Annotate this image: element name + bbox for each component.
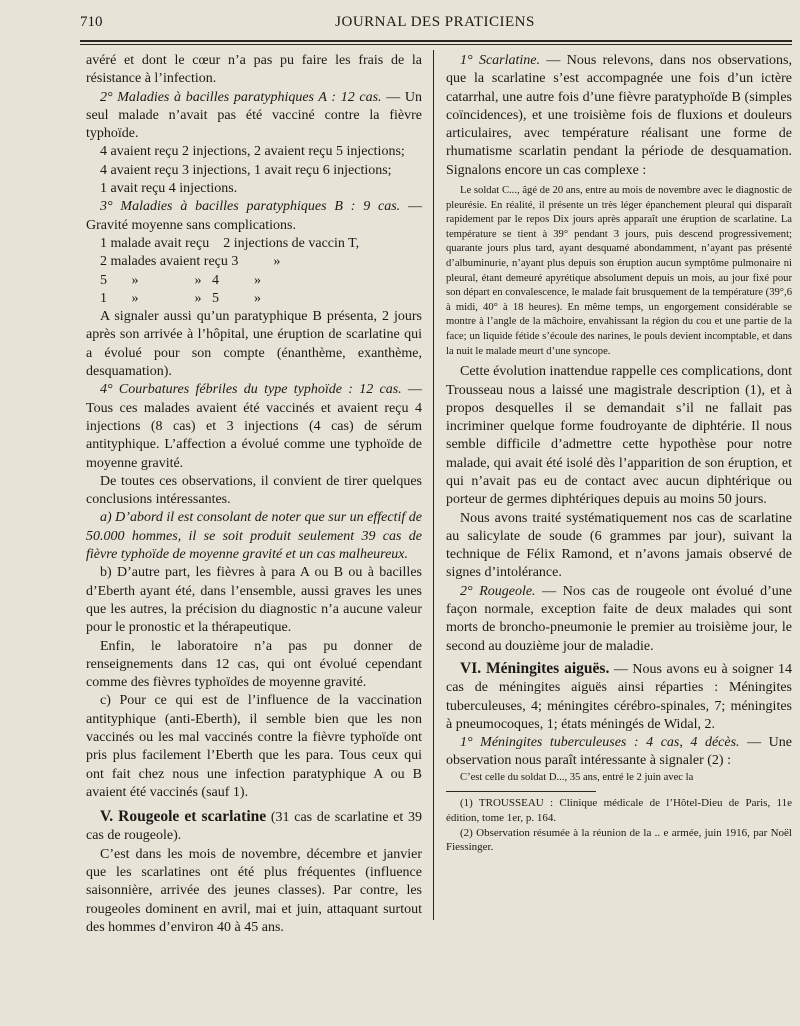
table-row: 1 » » 5 » bbox=[100, 290, 261, 306]
table-row: 5 » » 4 » bbox=[100, 272, 261, 288]
case-report: Le soldat C..., âgé de 20 ans, entre au mois de novembre avec le diagnostic de pleurésie. En réalité, il présente un très léger épanchement pleural qui disparaît rapidement par le repos Dix jours après apparaît une éruption de scarlatine. La température se tient à 39° pendant 3 jours, puis descend progressivement; quarante jours plus tard, ayant desquamé abondamment, n’ayant pas présenté d’albuminurie, n’ayant plus depuis son éruption aucun symptôme pulmonaire ni pleural, étant demeuré apyrétique absolument depuis un mois, au jour fixé pour son départ en convalescence, le malade fait brusquement de la température (39°,6 à midi, 40° à 18 heures). En même temps, un engorgement considérable se montre à l’angle de la mâchoire, envahissant la région du cou et une partie de la face; un liquide fétide s’écoule des narines, le pouls devient incomptable, et dans la nuit le malade meurt d’une syncope. bbox=[446, 185, 792, 357]
section-heading: VI. Méningites aiguës. — Nous avons eu à soigner 14 cas de méningites aiguës ainsi réparties : Méningites tuberculeuses, 4; méningites cérébro-spinales, 7; méningites à pneumocoques, 1; états méningés de Widal, 2. bbox=[446, 659, 792, 732]
paragraph: avéré et dont le cœur n’a pas pu faire les frais de la résistance à l’infection. bbox=[86, 53, 422, 87]
page-number: 710 bbox=[80, 14, 103, 30]
injection-table bbox=[86, 235, 422, 308]
paragraph: 2° Maladies à bacilles paratyphiques A : 12 cas. — Un seul malade n’avait pas été vacciné contre la fièvre typhoïde. bbox=[86, 89, 422, 142]
paragraph: b) D’autre part, les fièvres à para A ou B ou à bacilles d’Eberth ayant été, dans l’ensemble, aussi graves les unes que les autres, la précision du diagnostic n’a aucune valeur pour le pronostic et la thérapeutique. bbox=[86, 565, 422, 636]
paragraph: Cette évolution inattendue rappelle ces complications, dont Trousseau nous a laissé une magistrale description (1), et à propos desquelles il se demandait s’il ne fallait pas incriminer quelque forme foudroyante de diphtérie. Il nous semble difficile d’admettre cette hypothèse pour notre malade, qui avait été isolé dès l’apparition de son éruption, et qui n’avait pas eu de contact avec aucun diphtérique ou porteur de germes diphtériques depuis au moins 50 jours. bbox=[446, 364, 792, 508]
column-divider bbox=[433, 50, 434, 920]
running-header bbox=[80, 14, 790, 36]
paragraph: Nous avons traité systématiquement nos cas de scarlatine au salicylate de soude (6 grammes par jour), suivant la technique de Félix Ramond, et n’avons jamais observé de signes d’intolérance. bbox=[446, 510, 792, 581]
paragraph: 1° Scarlatine. — Nous relevons, dans nos observations, que la scarlatine s’est accompagnée une fois d’un ictère catarrhal, une autre fois d’une fièvre paratyphoïde B (simples coïncidences), et une troisième fois de fluxions et douleurs articulaires, avec température réalisant une forme de rhumatisme scarlatin pendant la période de desquamation. Signalons encore un cas complexe : bbox=[446, 53, 792, 178]
section-heading: V. Rougeole et scarlatine (31 cas de scarlatine et 39 cas de rougeole). bbox=[86, 808, 422, 844]
paragraph: 1° Méningites tuberculeuses : 4 cas, 4 décès. — Une observation nous paraît intéressante à signaler (2) : bbox=[446, 735, 792, 769]
paragraph: 3° Maladies à bacilles paratyphiques B : 9 cas. — Gravité moyenne sans complications. bbox=[86, 199, 422, 233]
journal-title: JOURNAL DES PRATICIENS bbox=[335, 14, 535, 30]
header-rule bbox=[80, 40, 792, 42]
footnote-rule bbox=[446, 791, 596, 792]
footnote: (2) Observation résumée à la réunion de la .. e armée, juin 1916, par Noël Fiessinger. bbox=[446, 826, 792, 854]
table-row: 1 malade avait reçu 2 injections de vaccin T, bbox=[100, 235, 360, 251]
table-row: 2 malades avaient reçu 3 » bbox=[100, 254, 281, 270]
paragraph: 2° Rougeole. — Nos cas de rougeole ont évolué d’une façon normale, exception faite de deux malades qui sont morts de broncho-pneumonie le premier au troisième jour, le second au douzième jour de maladie. bbox=[446, 583, 792, 654]
paragraph: 1 avait reçu 4 injections. bbox=[100, 181, 238, 197]
paragraph: De toutes ces observations, il convient de tirer quelques conclusions intéressantes. bbox=[86, 473, 422, 508]
paragraph: C’est dans les mois de novembre, décembre et janvier que les scarlatines ont été plus fréquentes (influence saisonnière, arrivée des jeunes classes). Par contre, les rougeoles dominent en avril, mai et juin, attaquant surtout des hommes d’environ 40 à 45 ans. bbox=[86, 846, 422, 935]
paragraph: A signaler aussi qu’un paratyphique B présenta, 2 jours après son arrivée à l’hôpital, une éruption de scarlatine qui a évolué pour son compte (énanthème, exanthème, desquamation). bbox=[86, 309, 422, 380]
right-column bbox=[446, 52, 792, 855]
paragraph: 4° Courbatures fébriles du type typhoïde : 12 cas. — Tous ces malades avaient été vaccinés et avaient reçu 4 injections (8 cas) et 3 injections (4 cas) de sérum antityphique. L’affection a évolué comme une typhoïde de moyenne gravité. bbox=[86, 382, 422, 471]
paragraph: Enfin, le laboratoire n’a pas pu donner de renseignements dans 12 cas, qui ont évolué cependant comme des fièvres typhoïdes de moyenne gravité. bbox=[86, 638, 422, 691]
left-column bbox=[86, 52, 422, 937]
paragraph: a) D’abord il est consolant de noter que sur un effectif de 50.000 hommes, il se soit produit seulement 39 cas de fièvre typhoïde de moyenne gravité et un cas malheureux. bbox=[86, 510, 422, 563]
footnote: (1) TROUSSEAU : Clinique médicale de l’Hôtel-Dieu de Paris, 11e édition, tome 1er, p. 164. bbox=[446, 797, 792, 824]
paragraph: c) Pour ce qui est de l’influence de la vaccination antityphique (anti-Eberth), il semble bien que les non vaccinés ou les mal vaccinés contre la fièvre typhoïde ont pris plus facilement l’Eberth que les para. Tous ceux qui ont fait chez nous une infection paratyphique A ou B avaient été vaccinés (sauf 1). bbox=[86, 693, 422, 800]
paragraph: 4 avaient reçu 3 injections, 1 avait reçu 6 injections; bbox=[100, 162, 392, 178]
header-rule-thin bbox=[80, 44, 792, 45]
case-report: C’est celle du soldat D..., 35 ans, entré le 2 juin avec la bbox=[460, 771, 694, 783]
paragraph: 4 avaient reçu 2 injections, 2 avaient reçu 5 injections; bbox=[100, 144, 405, 160]
